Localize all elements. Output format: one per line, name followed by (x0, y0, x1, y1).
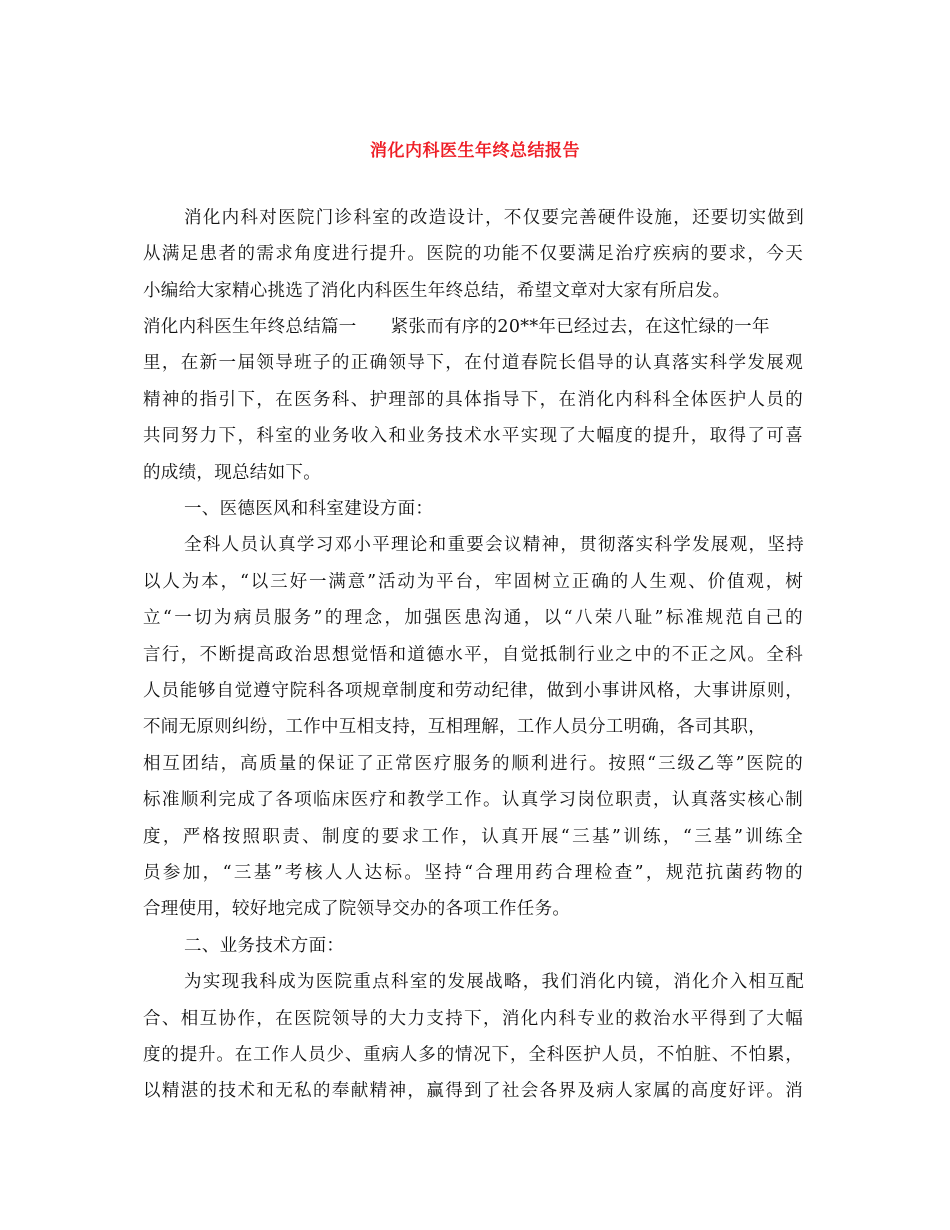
paragraph-line: 度的提升。在工作人员少、重病人多的情况下，全科医护人员，不怕脏、不怕累， (143, 1045, 803, 1065)
paragraph-line: 里，在新一届领导班子的正确领导下，在付道春院长倡导的认真落实科学发展观 (143, 353, 803, 373)
paragraph-line: 相互团结，高质量的保证了正常医疗服务的顺利进行。按照“三级乙等”医院的 (143, 754, 803, 774)
paragraph-line: 度，严格按照职责、制度的要求工作，认真开展“三基”训练，“三基”训练全 (143, 827, 803, 847)
paragraph-line: 言行，不断提高政治思想觉悟和道德水平，自觉抵制行业之中的不正之风。全科 (143, 645, 803, 665)
paragraph-line: 合、相互协作，在医院领导的大力支持下，消化内科专业的救治水平得到了大幅 (143, 1009, 803, 1029)
paragraph-line: 小编给大家精心挑选了消化内科医生年终总结，希望文章对大家有所启发。 (143, 281, 731, 301)
document-title: 消化内科医生年终总结报告 (370, 141, 580, 161)
paragraph-line: 标准顺利完成了各项临床医疗和教学工作。认真学习岗位职责，认真落实核心制 (143, 790, 803, 810)
paragraph-line: 的成绩，现总结如下。 (143, 463, 321, 483)
paragraph-line: 全科人员认真学习邓小平理论和重要会议精神，贯彻落实科学发展观，坚持 (184, 535, 804, 555)
paragraph-line: 以精湛的技术和无私的奉献精神，赢得到了社会各界及病人家属的高度好评。消 (143, 1081, 803, 1101)
paragraph-text: 紧张而有序的20**年已经过去，在这忙绿的一年 (390, 317, 770, 337)
paragraph-line: 从满足患者的需求角度进行提升。医院的功能不仅要满足治疗疾病的要求，今天 (143, 244, 803, 264)
paragraph-line: 合理使用，较好地完成了院领导交办的各项工作任务。 (143, 899, 571, 919)
paragraph-line: 精神的指引下，在医务科、护理部的具体指导下，在消化内科科全体医护人员的 (143, 390, 803, 410)
paragraph-line: 不闹无原则纠纷，工作中互相支持，互相理解，工作人员分工明确，各司其职， (143, 717, 766, 737)
paragraph-line: 人员能够自觉遵守院科各项规章制度和劳动纪律，做到小事讲风格，大事讲原则， (143, 681, 803, 701)
section-heading: 一、医德医风和科室建设方面： (184, 499, 434, 519)
paragraph-line: 为实现我科成为医院重点科室的发展战略，我们消化内镜，消化介入相互配 (184, 972, 804, 992)
section-title: 消化内科医生年终总结篇一 (143, 317, 357, 337)
paragraph-line: 共同努力下，科室的业务收入和业务技术水平实现了大幅度的提升，取得了可喜 (143, 426, 803, 446)
section-heading: 二、业务技术方面： (184, 936, 345, 956)
paragraph-line: 立“一切为病员服务”的理念，加强医患沟通，以“八荣八耻”标准规范自己的 (143, 608, 803, 628)
paragraph-line: 以人为本，“以三好一满意”活动为平台，牢固树立正确的人生观、价值观，树 (143, 572, 803, 592)
paragraph-line: 消化内科对医院门诊科室的改造设计，不仅要完善硬件设施，还要切实做到 (184, 208, 804, 228)
paragraph-line: 员参加，“三基”考核人人达标。坚持“合理用药合理检查”，规范抗菌药物的 (143, 863, 803, 883)
section-heading-line (143, 316, 803, 338)
